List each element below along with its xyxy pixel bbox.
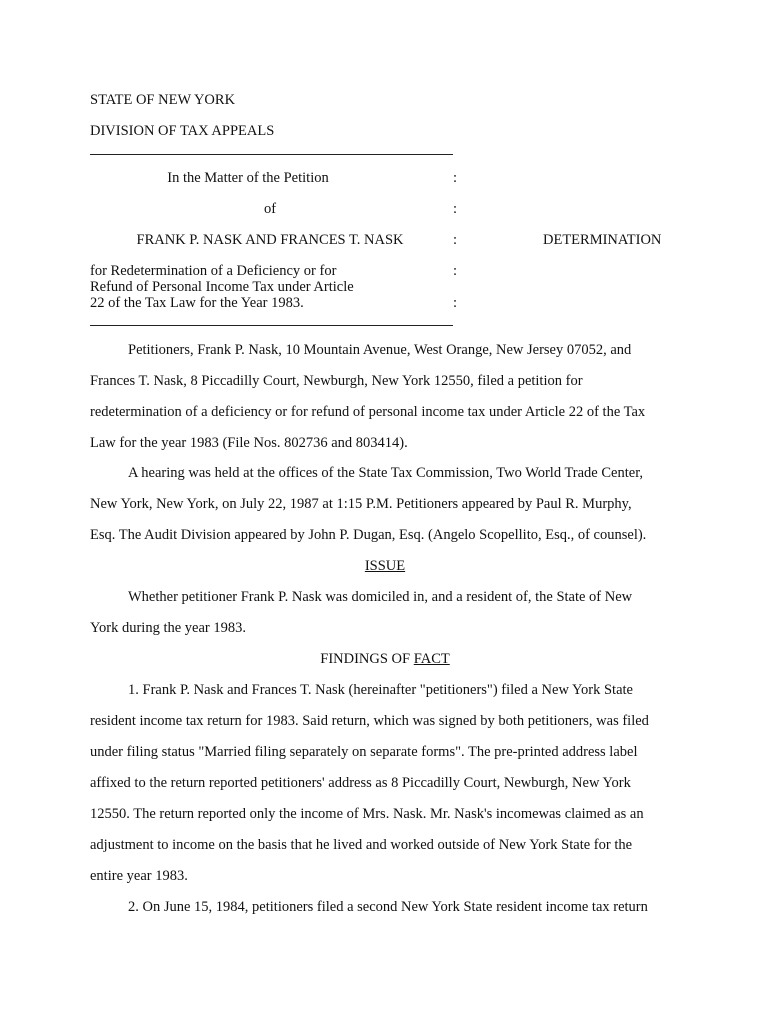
findings-heading-plain: FINDINGS OF [320,651,414,667]
state-heading: STATE OF NEW YORK [90,92,236,108]
finding-1-line: entire year 1983. [90,868,188,884]
caption-colon: : [453,263,458,279]
intro-line: redetermination of a deficiency or for refund of personal income tax under Article 22 of the Tax [90,404,646,420]
intro-line: Frances T. Nask, 8 Piccadilly Court, Newburgh, New York 12550, filed a petition for [90,373,583,389]
caption-purpose-line: 22 of the Tax Law for the Year 1983. [90,295,304,311]
caption-of: of [263,201,277,217]
intro-line: Law for the year 1983 (File Nos. 802736 and 803414). [90,435,408,451]
finding-1-line: 12550. The return reported only the income of Mrs. Nask. Mr. Nask's incomewas claimed as an [90,806,644,822]
caption-colon: : [453,170,458,186]
finding-1-line: under filing status "Married filing separately on separate forms". The pre-printed address label [90,744,638,760]
caption-colon: : [453,232,458,248]
finding-1-line: resident income tax return for 1983. Said return, which was signed by both petitioners, was filed [90,713,649,729]
determination-title: DETERMINATION [543,232,662,248]
caption-petitioners: FRANK P. NASK AND FRANCES T. NASK [136,232,404,248]
findings-heading [90,651,680,668]
division-heading: DIVISION OF TAX APPEALS [90,123,275,139]
caption-colon: : [453,201,458,217]
issue-heading: ISSUE [364,558,406,574]
finding-2-line: 2. On June 15, 1984, petitioners filed a second New York State resident income tax return [128,899,648,915]
finding-1-line: affixed to the return reported petitioners' address as 8 Piccadilly Court, Newburgh, New York [90,775,631,791]
hearing-line: Esq. The Audit Division appeared by John P. Dugan, Esq. (Angelo Scopellito, Esq., of counsel). [90,527,647,543]
caption-colon: : [453,295,458,311]
finding-1-line: 1. Frank P. Nask and Frances T. Nask (hereinafter "petitioners") filed a New York State [128,682,633,698]
caption-matter: In the Matter of the Petition [167,170,329,186]
issue-line: York during the year 1983. [90,620,246,636]
intro-line: Petitioners, Frank P. Nask, 10 Mountain Avenue, West Orange, New Jersey 07052, and [128,342,632,358]
caption-bottom-rule [90,325,453,326]
caption-purpose-line: Refund of Personal Income Tax under Article [90,279,354,295]
findings-heading-underlined: FACT [413,651,450,667]
finding-1-line: adjustment to income on the basis that he lived and worked outside of New York State for the [90,837,633,853]
issue-line: Whether petitioner Frank P. Nask was domiciled in, and a resident of, the State of New [128,589,633,605]
hearing-line: New York, New York, on July 22, 1987 at 1:15 P.M. Petitioners appeared by Paul R. Murphy, [90,496,632,512]
caption-purpose-line: for Redetermination of a Deficiency or for [90,263,337,279]
hearing-line: A hearing was held at the offices of the State Tax Commission, Two World Trade Center, [128,465,644,481]
caption-top-rule [90,154,453,155]
